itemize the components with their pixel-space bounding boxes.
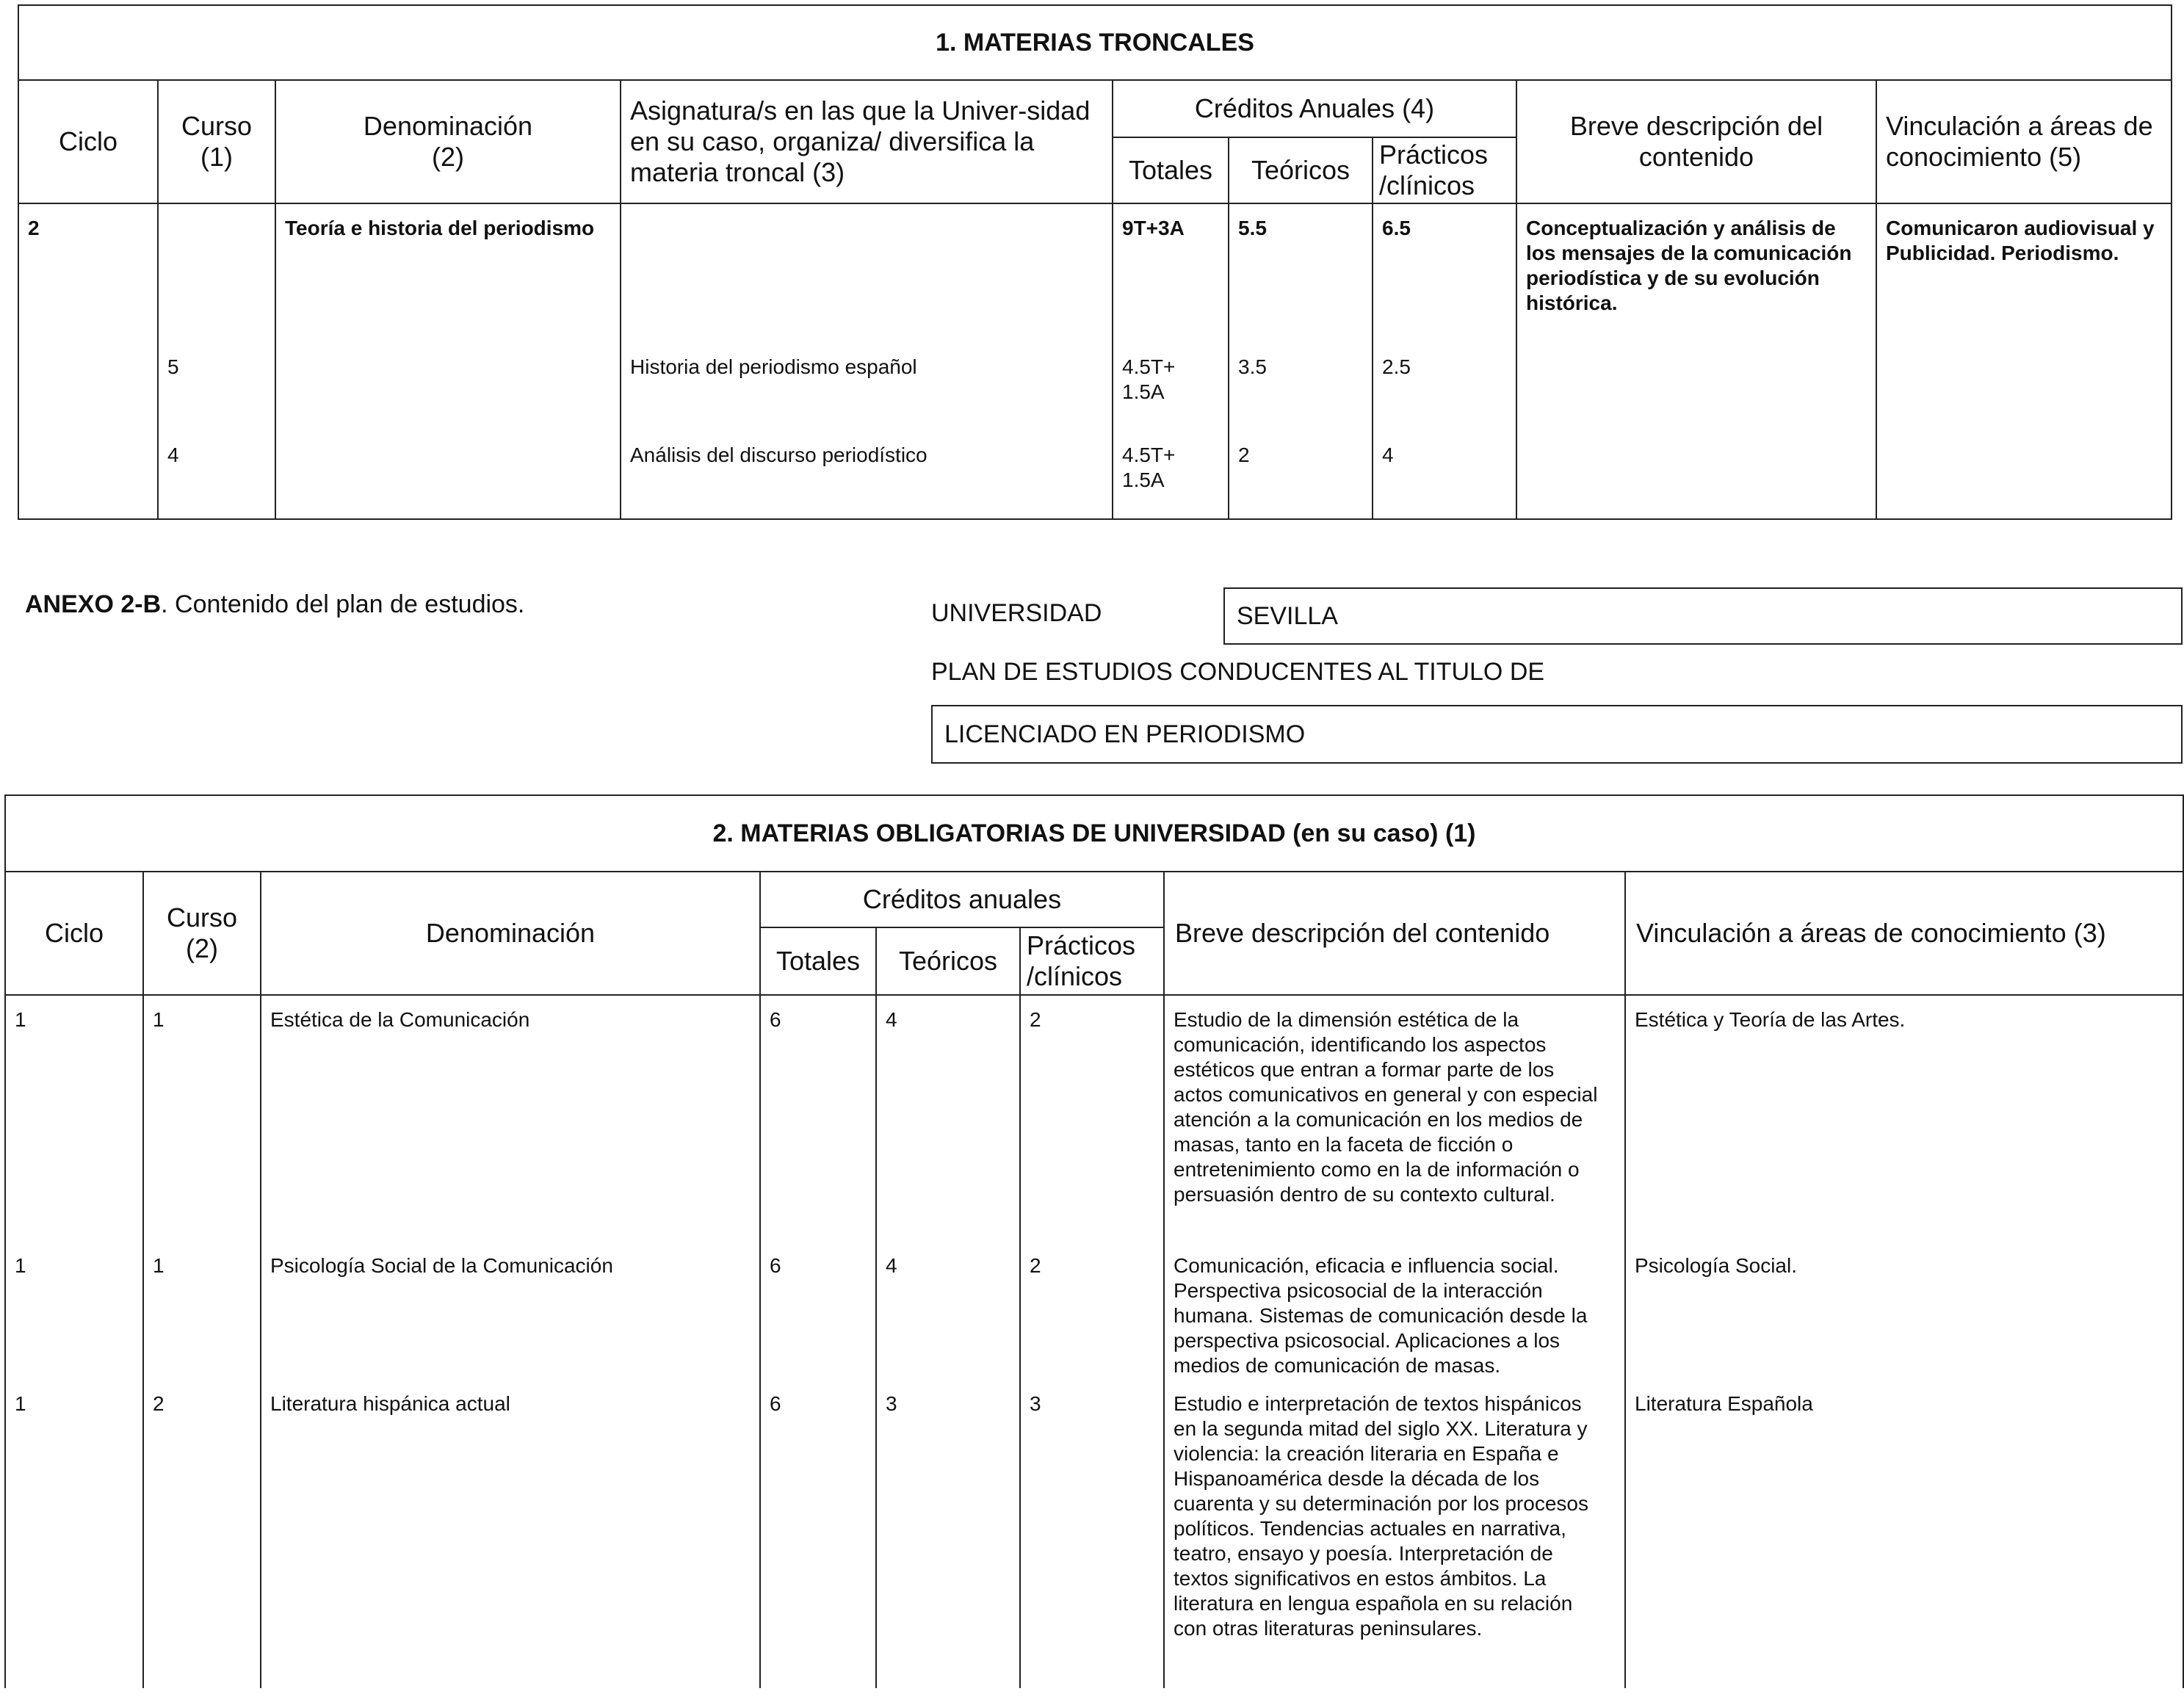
cell-totales: 6 <box>760 1242 876 1380</box>
cell-ciclo: 1 <box>5 1380 143 1688</box>
cell-totales: 4.5T+ 1.5A <box>1113 343 1229 431</box>
titulo-value: LICENCIADO EN PERIODISMO <box>931 705 2183 764</box>
header-practicos: Prácticos /clínicos <box>1373 137 1516 203</box>
header-curso: Curso (1) <box>158 80 275 203</box>
cell-practicos: 2 <box>1020 995 1164 1242</box>
header-breve: Breve descripción del contenido <box>1164 872 1625 995</box>
table-title: 2. MATERIAS OBLIGATORIAS DE UNIVERSIDAD (en su caso) (1) <box>5 795 2183 872</box>
cell-curso: 4 <box>158 431 275 519</box>
cell-vinculacion: Psicología Social. <box>1625 1242 2183 1380</box>
cell-asignatura <box>621 203 1113 343</box>
cell-ciclo: 1 <box>5 1242 143 1380</box>
cell-ciclo: 1 <box>5 995 143 1242</box>
table-row <box>18 203 2172 343</box>
header-totales: Totales <box>760 927 876 995</box>
cell-curso: 1 <box>143 1242 261 1380</box>
header-creditos: Créditos anuales <box>760 872 1164 927</box>
cell-breve: Conceptualización y análisis de los mensajes de la comunicación periodística y de su evolución histórica. <box>1516 203 1876 343</box>
cell-asignatura: Historia del periodismo español <box>621 343 1113 431</box>
header-teoricos: Teóricos <box>1229 137 1373 203</box>
cell-teoricos: 4 <box>876 1242 1020 1380</box>
cell-totales: 4.5T+ 1.5A <box>1113 431 1229 519</box>
header-totales: Totales <box>1113 137 1229 203</box>
cell-vinculacion: Literatura Española <box>1625 1380 2183 1688</box>
cell-totales: 9T+3A <box>1113 203 1229 343</box>
cell-ciclo <box>18 343 158 431</box>
header-ciclo: Ciclo <box>5 872 143 995</box>
table-row <box>5 1380 2183 1688</box>
header-asignatura: Asignatura/s en las que la Univer-sidad en su caso, organiza/ diversifica la materia troncal (3) <box>621 80 1113 203</box>
cell-teoricos: 3 <box>876 1380 1020 1688</box>
header-vinculacion: Vinculación a áreas de conocimiento (5) <box>1876 80 2172 203</box>
materias-obligatorias-table <box>4 794 2184 1688</box>
universidad-label: UNIVERSIDAD <box>931 599 1102 627</box>
cell-asignatura: Análisis del discurso periodístico <box>621 431 1113 519</box>
cell-ciclo <box>18 431 158 519</box>
table-row <box>5 995 2183 1242</box>
header-practicos: Prácticos /clínicos <box>1020 927 1164 995</box>
cell-denominacion: Teoría e historia del periodismo <box>275 203 621 343</box>
universidad-value: SEVILLA <box>1223 587 2183 645</box>
cell-denominacion: Literatura hispánica actual <box>261 1380 760 1688</box>
table-row <box>18 431 2172 519</box>
cell-practicos: 2 <box>1020 1242 1164 1380</box>
cell-breve: Estudio e interpretación de textos hispánicos en la segunda mitad del siglo XX. Literatura y violencia: la creación literaria en España e Hispanoamérica desde la década de los cuarenta y su determinación por los procesos políticos. Tendencias actuales en narrativa, teatro, ensayo y poesía. Interpretación de textos significativos en estos ámbitos. La literatura en lengua española en su relación con otras literaturas peninsulares. <box>1164 1380 1625 1688</box>
cell-practicos: 3 <box>1020 1380 1164 1688</box>
annex-label: ANEXO 2-B. Contenido del plan de estudios. <box>25 590 525 618</box>
cell-ciclo: 2 <box>18 203 158 343</box>
cell-teoricos: 4 <box>876 995 1020 1242</box>
header-denominacion: Denominación (2) <box>275 80 621 203</box>
header-teoricos: Teóricos <box>876 927 1020 995</box>
cell-totales: 6 <box>760 1380 876 1688</box>
cell-curso: 1 <box>143 995 261 1242</box>
header-vinculacion: Vinculación a áreas de conocimiento (3) <box>1625 872 2183 995</box>
cell-denominacion <box>275 431 621 519</box>
header-creditos: Créditos Anuales (4) <box>1113 80 1516 137</box>
materias-troncales-table <box>18 4 2172 520</box>
cell-breve <box>1516 343 1876 431</box>
cell-breve: Comunicación, eficacia e influencia social. Perspectiva psicosocial de la interacción humana. Sistemas de comunicación desde la perspectiva psicosocial. Aplicaciones a los medios de comunicación de masas. <box>1164 1242 1625 1380</box>
cell-vinculacion: Estética y Teoría de las Artes. <box>1625 995 2183 1242</box>
cell-breve: Estudio de la dimensión estética de la comunicación, identificando los aspectos estéticos que entran a formar parte de los actos comunicativos en general y con especial atención a la comunicación en los medios de masas, tanto en la faceta de ficción o entretenimiento como en la de información o persuasión dentro de su contexto cultural. <box>1164 995 1625 1242</box>
header-curso: Curso (2) <box>143 872 261 995</box>
plan-label: PLAN DE ESTUDIOS CONDUCENTES AL TITULO DE <box>931 658 1545 686</box>
cell-denominacion: Psicología Social de la Comunicación <box>261 1242 760 1380</box>
cell-practicos: 6.5 <box>1373 203 1516 343</box>
table-row <box>5 1242 2183 1380</box>
cell-practicos: 2.5 <box>1373 343 1516 431</box>
cell-vinculacion: Comunicaron audiovisual y Publicidad. Periodismo. <box>1876 203 2172 343</box>
header-ciclo: Ciclo <box>18 80 158 203</box>
cell-practicos: 4 <box>1373 431 1516 519</box>
cell-breve <box>1516 431 1876 519</box>
cell-totales: 6 <box>760 995 876 1242</box>
cell-curso: 2 <box>143 1380 261 1688</box>
cell-denominacion <box>275 343 621 431</box>
cell-curso: 5 <box>158 343 275 431</box>
cell-vinculacion <box>1876 343 2172 431</box>
header-breve: Breve descripción del contenido <box>1516 80 1876 203</box>
table-title: 1. MATERIAS TRONCALES <box>18 5 2172 80</box>
header-denominacion: Denominación <box>261 872 760 995</box>
cell-denominacion: Estética de la Comunicación <box>261 995 760 1242</box>
table-row <box>18 343 2172 431</box>
cell-teoricos: 2 <box>1229 431 1373 519</box>
cell-teoricos: 3.5 <box>1229 343 1373 431</box>
cell-vinculacion <box>1876 431 2172 519</box>
cell-curso <box>158 203 275 343</box>
cell-teoricos: 5.5 <box>1229 203 1373 343</box>
